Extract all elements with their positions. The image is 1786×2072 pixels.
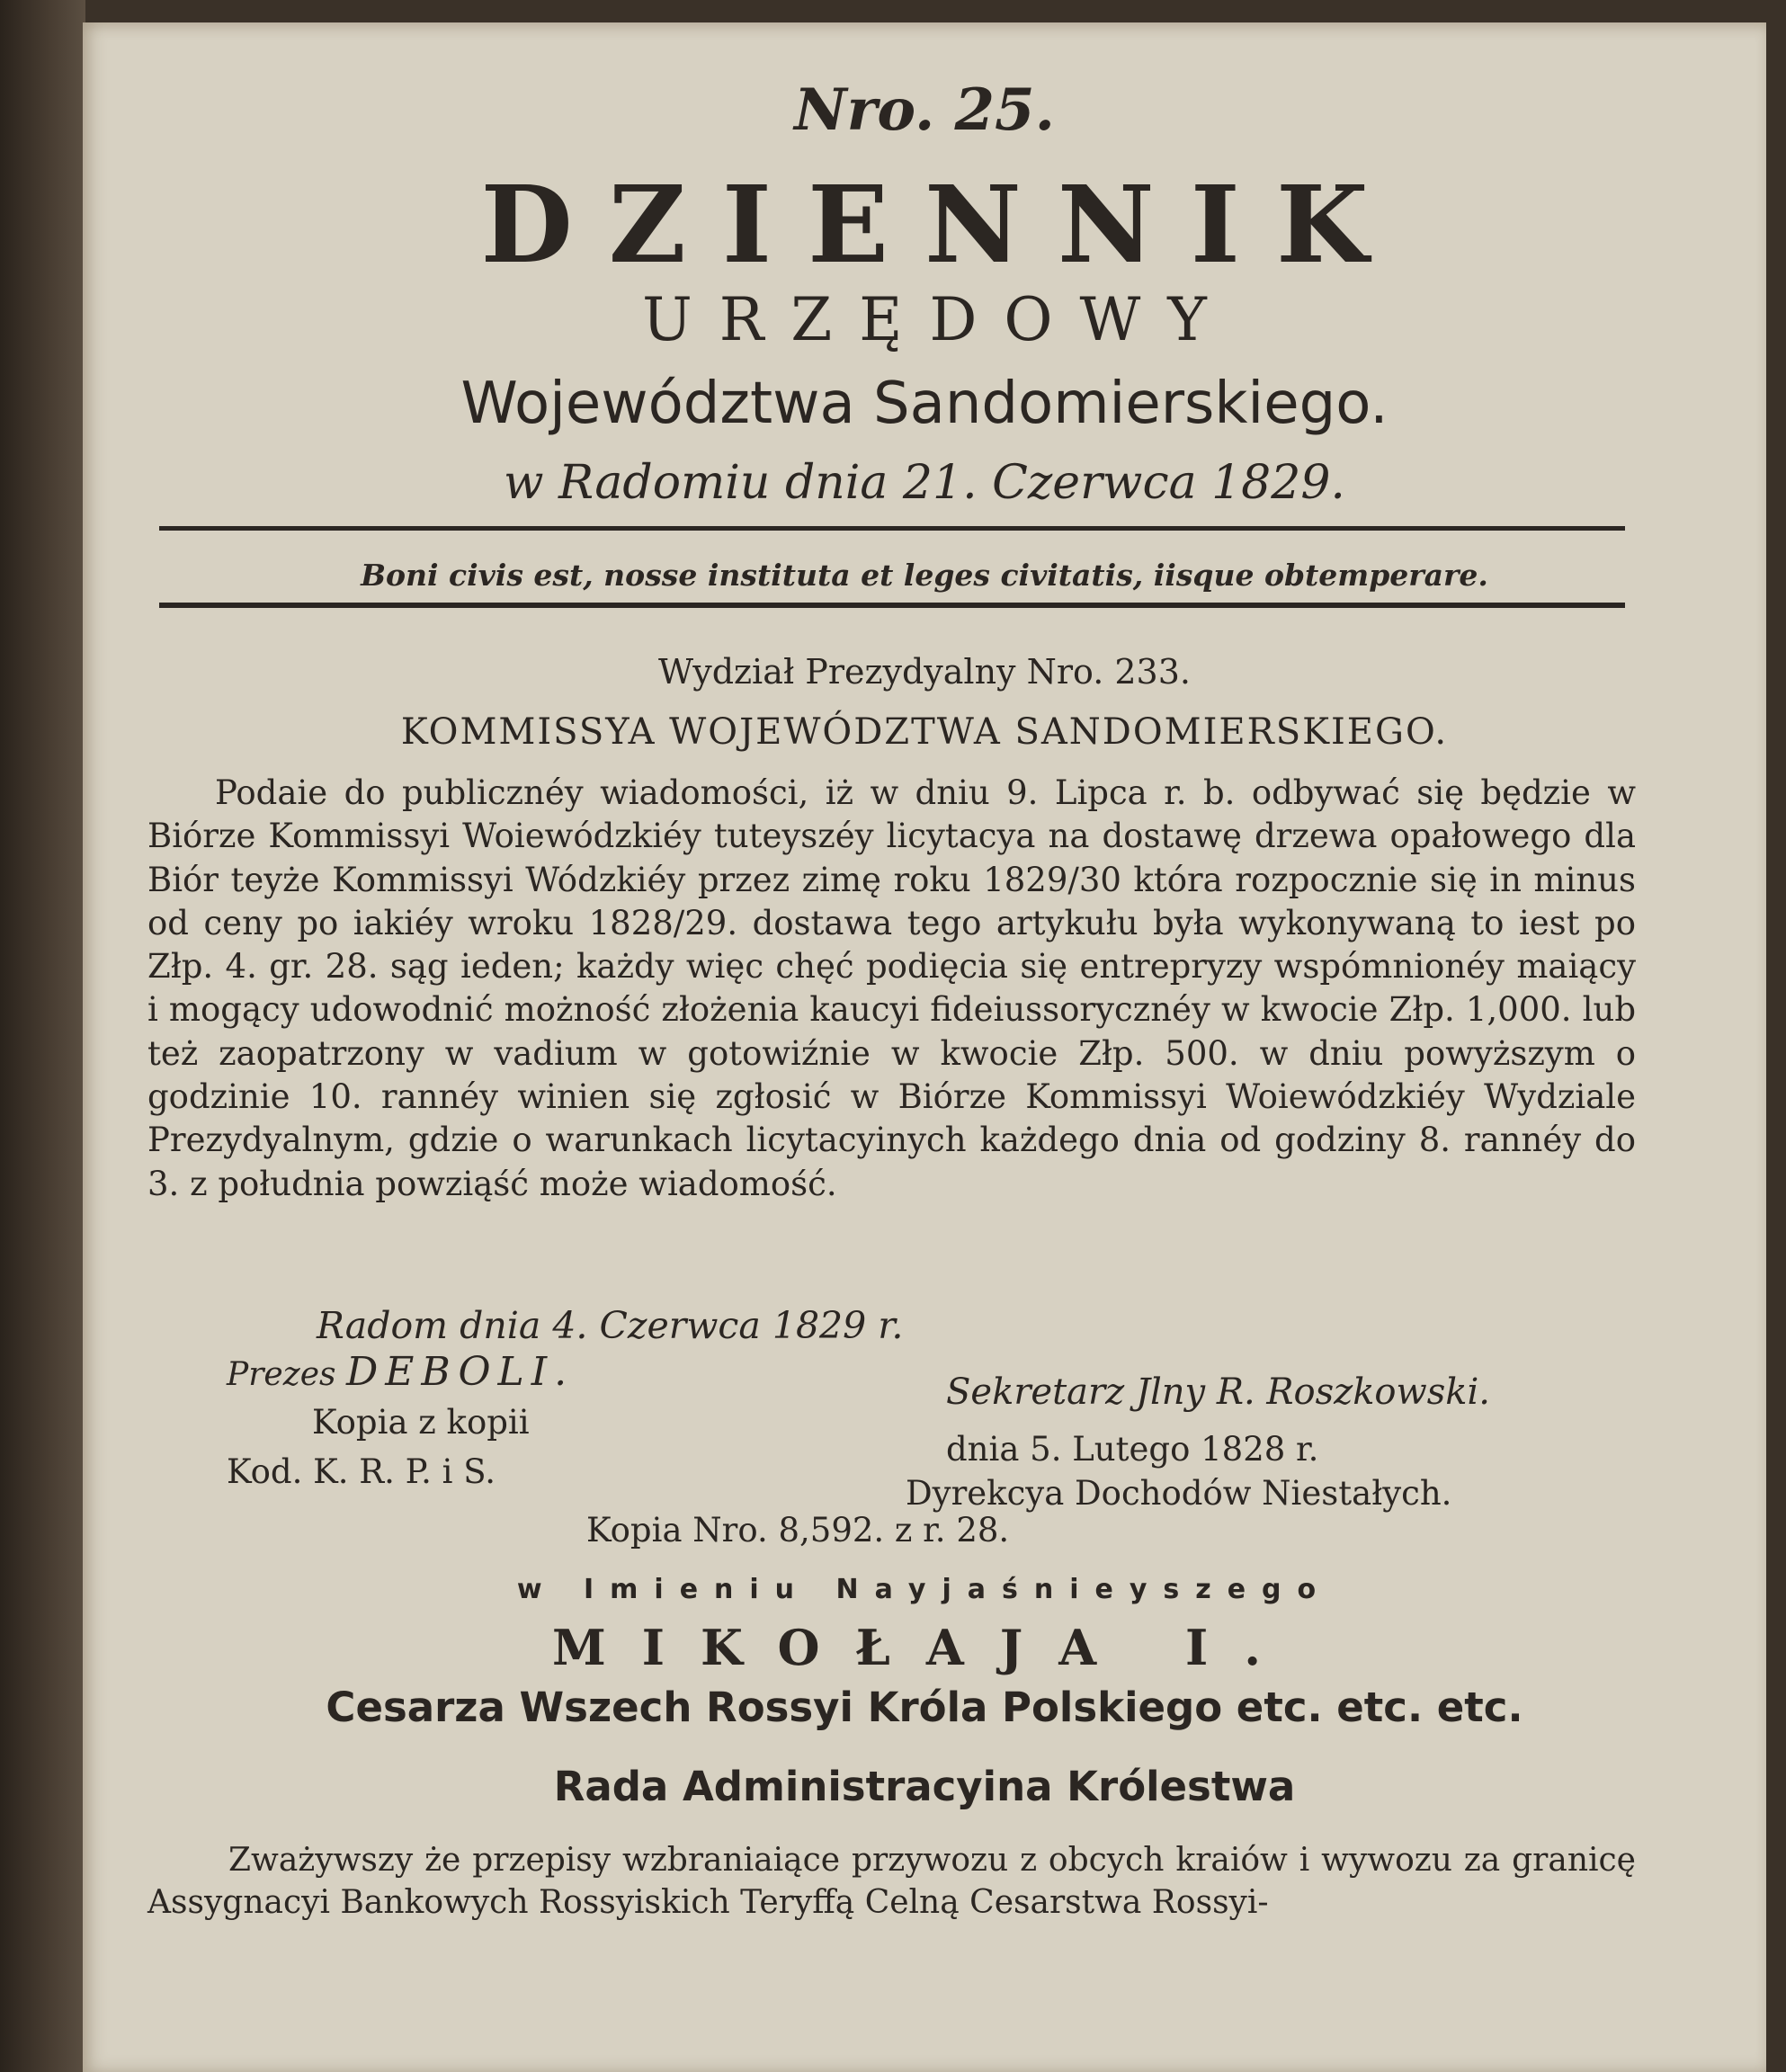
council-heading: Rada Administracyina Królestwa	[553, 1763, 1296, 1810]
secretary-signature: Sekretarz Jlny R. Roszkowski.	[946, 1371, 1491, 1413]
copy-number: Kopia Nro. 8,592. z r. 28.	[586, 1511, 1010, 1550]
notice-paragraph: Podaie do publicznéy wiadomości, iż w dniu 9. Lipca r. b. odbywać się będzie w Biórze Kommissyi Woiewódzkiéy tuteyszéy licytacya na dostawę drzewa opałowego dla Biór teyże Kommissyi Wódzkiéy przez zimę roku 1829/30 która rozpocznie się in minus od ceny po iakiéy wroku 1828/29. dostawa tego artykułu była wykonywaną to iest po Złp. 4. gr. 28. sąg ieden; każdy więc chęć podięcia się entrepryzy wspómnionéy maiący i mogący udowodnić możność złożenia kaucyi fideiussorycznéy w kwocie Złp. 1,000. lub też zaopatrzony w vadium w gotowiźnie w kwocie Złp. 500. w dniu powyższym o godzinie 10. rannéy winien się zgłosić w Biórze Kommissyi Woiewódzkiéy Wydziale Prezydyalnym, gdzie o warunkach licytacyinych każdego dnia od godziny 8. rannéy do 3. z południa powziąść może wiadomość.	[147, 773, 1636, 1203]
code-reference: Kod. K. R. P. i S.	[227, 1452, 496, 1491]
motto: Boni civis est, nosse instituta et leges civitatis, iisque obtemperare.	[361, 558, 1488, 593]
newspaper-page	[83, 22, 1766, 2072]
dateline: w Radomiu dnia 21. Czerwca 1829.	[504, 456, 1345, 510]
commission-heading: KOMMISSYA WOJEWÓDZTWA SANDOMIERSKIEGO.	[400, 711, 1449, 753]
masthead-title: DZIENNIK	[480, 162, 1405, 287]
second-date: dnia 5. Lutego 1828 r.	[946, 1430, 1319, 1469]
place-date: Radom dnia 4. Czerwca 1829 r.	[317, 1304, 904, 1347]
decree-body	[147, 1839, 1636, 1924]
issue-number: Nro. 25.	[794, 76, 1055, 144]
masthead-subtitle: URZĘDOWY	[642, 285, 1234, 354]
copy-note: Kopia z kopii	[312, 1403, 530, 1442]
notice-body	[147, 772, 1636, 1206]
top-rule	[159, 526, 1625, 531]
prezes-signature	[227, 1349, 574, 1395]
in-name-line: w Imieniu Nayjaśnieyszego	[516, 1574, 1333, 1605]
monarch-name: MIKOŁAJA I.	[551, 1619, 1298, 1676]
motto-rule	[159, 603, 1625, 608]
monarch-titles: Cesarza Wszech Rossyi Króla Polskiego etc. etc. etc.	[326, 1684, 1523, 1731]
prezes-name: DEBOLI.	[345, 1349, 575, 1395]
book-binding	[0, 0, 85, 2072]
decree-paragraph: Zważywszy że przepisy wzbraniaiące przywozu z obcych kraiów i wywozu za granicę Assygnacyi Bankowych Rossyiskich Teryffą Celną Cesarstwa Rossyi-	[147, 1842, 1636, 1921]
masthead-province: Województwa Sandomierskiego.	[460, 371, 1389, 437]
directorate: Dyrekcya Dochodów Niestałych.	[906, 1474, 1452, 1513]
prezes-label: Prezes	[227, 1356, 336, 1393]
section-heading: Wydział Prezydyalny Nro. 233.	[658, 652, 1191, 692]
